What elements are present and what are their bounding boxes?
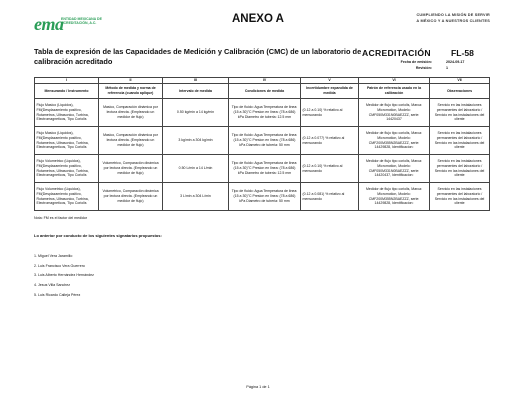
- cell-patron: Medidor de flujo tipo coriolis, Marca: Micromotion, Modelo: CMF050M331N0BAEZZZ, serie: 14420437: [359, 99, 430, 127]
- table-row: [35, 155, 490, 183]
- table-row: [35, 183, 490, 211]
- table-note: Nota: FM es el factor del medidor: [34, 216, 88, 220]
- tagline-line-1: CUMPLIENDO LA MISIÓN DE SERVIR: [416, 13, 490, 17]
- cell-patron: Medidor de flujo tipo coriolis, Marca: Micromotion, Modelo: CMF200M355N2BAEZZZ, serie: 14429828, Identificacion:: [359, 127, 430, 155]
- column-letter: V: [301, 78, 359, 84]
- cell-mensurando: Flujo Volumetrico (Liquidos), FM(Desplazamiento positivo, Rotametros, Ultrasonico, Turbina, Electromagneticos, Tipo Coriolis: [35, 183, 99, 211]
- tagline: [416, 13, 490, 24]
- column-header: Condiciones de medida: [229, 84, 301, 99]
- cell-condiciones: Tipo de fluido: Agua Temperatura de linea: (15 a 30)°C Presion en linea: (78 a 686) kPa Diametro de tuberia: 50 mm: [229, 183, 301, 211]
- signer-item: 3. Luis Alberto Hernández Hernández: [34, 273, 94, 278]
- cell-mensurando: Flujo Masico (Liquidos), FM(Desplazamiento positivo, Rotametros, Ultrasonico, Turbina, Electromagneticos, Tipo Coriolis: [35, 99, 99, 127]
- column-letter: III: [163, 78, 229, 84]
- document-meta: [380, 60, 476, 71]
- cell-incertidumbre: (0.12 a 0.077) % relativo al mensurando: [301, 127, 359, 155]
- tagline-line-2: A MÉXICO Y A NUESTROS CLIENTES: [416, 18, 490, 23]
- cmc-table: [34, 77, 490, 211]
- cell-intervalo: 3 kg/min a 304 kg/min: [163, 127, 229, 155]
- form-code: FL-58: [451, 48, 474, 58]
- fecha-label: Fecha de emisión:: [400, 60, 432, 64]
- revision-value: 1: [446, 65, 448, 70]
- cell-observaciones: Servicio en las instalaciones permanentes del laboratorio / Servicio en las instalaciones del cliente: [430, 183, 490, 211]
- page-number: Página 1 de 1: [246, 385, 270, 389]
- column-header: Incertidumbre expandida de medida: [301, 84, 359, 99]
- table-row: [35, 127, 490, 155]
- logo-mark: ema: [34, 14, 64, 34]
- column-header: Intervalo de medida: [163, 84, 229, 99]
- column-letter: VII: [430, 78, 490, 84]
- signer-item: 2. Luis Francisco Vera Guerrero: [34, 263, 85, 268]
- column-letter: IV: [229, 78, 301, 84]
- table-header-row: [35, 84, 490, 99]
- table-row: [35, 99, 490, 127]
- cell-condiciones: Tipo de fluido: Agua Temperatura de linea: (15 a 30)°C Presion en linea: (78 a 686) kPa Diametro de tuberia: 12.5 mm: [229, 155, 301, 183]
- column-header: Observaciones: [430, 84, 490, 99]
- signers-intro: Lo anterior por conducto de los siguientes signatarios propuestos:: [34, 233, 162, 238]
- signers-list: [34, 252, 94, 300]
- cell-condiciones: Tipo de fluido: Agua Temperatura de linea: (15 a 30)°C Presion en linea: (78 a 686) kPa Diametro de tuberia: 50 mm: [229, 127, 301, 155]
- cell-observaciones: Servicio en las instalaciones permanentes del laboratorio / Servicio en las instalaciones del cliente: [430, 127, 490, 155]
- column-letter: VI: [359, 78, 430, 84]
- signer-item: 4. Jesus Villa Sanchez: [34, 283, 71, 288]
- cell-metodo: Masico, Comparación dinámica por lectura directa. (Empleando un medidor de flujo): [99, 127, 163, 155]
- cell-mensurando: Flujo Volumetrico (Liquidos), FM(Desplazamiento positivo, Rotametros, Ultrasonico, Turbina, Electromagneticos, Tipo Coriolis: [35, 155, 99, 183]
- signer-item: 1. Miguel Vera Jaramillo: [34, 254, 73, 258]
- column-header: Método de medida y norma de referencia (cuando aplique): [99, 84, 163, 99]
- cell-intervalo: 3 L/min a 304 L/min: [163, 183, 229, 211]
- cell-incertidumbre: (0.12 a 0.081) % relativo al mensurando: [301, 183, 359, 211]
- cell-condiciones: Tipo de fluido: Agua Temperatura de linea: (15 a 30)°C Presion en linea: (78 a 686) kPa Diametro de tuberia: 12.5 mm: [229, 99, 301, 127]
- cell-observaciones: Servicio en las instalaciones permanentes del laboratorio / Servicio en las instalaciones del cliente: [430, 155, 490, 183]
- cell-patron: Medidor de flujo tipo coriolis, Marca: Micromotion, Modelo: CMF050M331N0BAEZZZ, serie: 14420437, Identificacion:: [359, 155, 430, 183]
- column-header: Patrón de referencia usado en la calibración: [359, 84, 430, 99]
- logo-text: ENTIDAD MEXICANA DE ACREDITACIÓN, A.C.: [61, 17, 102, 25]
- document-title: Tabla de expresión de las Capacidades de Medición y Calibración (CMC) de un laboratorio de calibración acreditado: [34, 47, 362, 66]
- cell-mensurando: Flujo Masico (Liquidos), FM(Desplazamiento positivo, Rotametros, Ultrasonico, Turbina, Electromagneticos, Tipo Coriolis: [35, 127, 99, 155]
- acreditacion-label: ACREDITACIÓN: [362, 48, 431, 58]
- fecha-value: 2024-09-17: [446, 60, 465, 64]
- column-letter: I: [35, 78, 99, 84]
- signer-item: 5. Luis Ricardo Calleja Pérez: [34, 292, 81, 297]
- cell-metodo: Volumetrico, Comparación dinámica por lectura directa. (Empleando un medidor de flujo): [99, 155, 163, 183]
- cell-incertidumbre: (0.12 a 0.10) % relativo al mensurando: [301, 155, 359, 183]
- cell-metodo: Masico, Comparación dinámica por lectura directa. (Empleando un medidor de flujo): [99, 99, 163, 127]
- cell-observaciones: Servicio en las instalaciones permanentes del laboratorio / Servicio en las instalaciones del cliente: [430, 99, 490, 127]
- cell-patron: Medidor de flujo tipo coriolis, Marca: Micromotion, Modelo: CMF200M355N2BAEZZZ, serie: 14429828, Identificacion:: [359, 183, 430, 211]
- cell-intervalo: 0.50 L/min a 14 L/min: [163, 155, 229, 183]
- annex-title: ANEXO A: [232, 13, 284, 25]
- column-header: Mensurando / Instrumento: [35, 84, 99, 99]
- revision-label: Revisión:: [415, 65, 432, 70]
- column-letter: II: [99, 78, 163, 84]
- cell-incertidumbre: (0.12 a 0.10) % relativo al mensurando: [301, 99, 359, 127]
- cell-metodo: Volumetrico, Comparación dinámica por lectura directa. (Empleando un medidor de flujo): [99, 183, 163, 211]
- cell-intervalo: 0.50 kg/min a 14 kg/min: [163, 99, 229, 127]
